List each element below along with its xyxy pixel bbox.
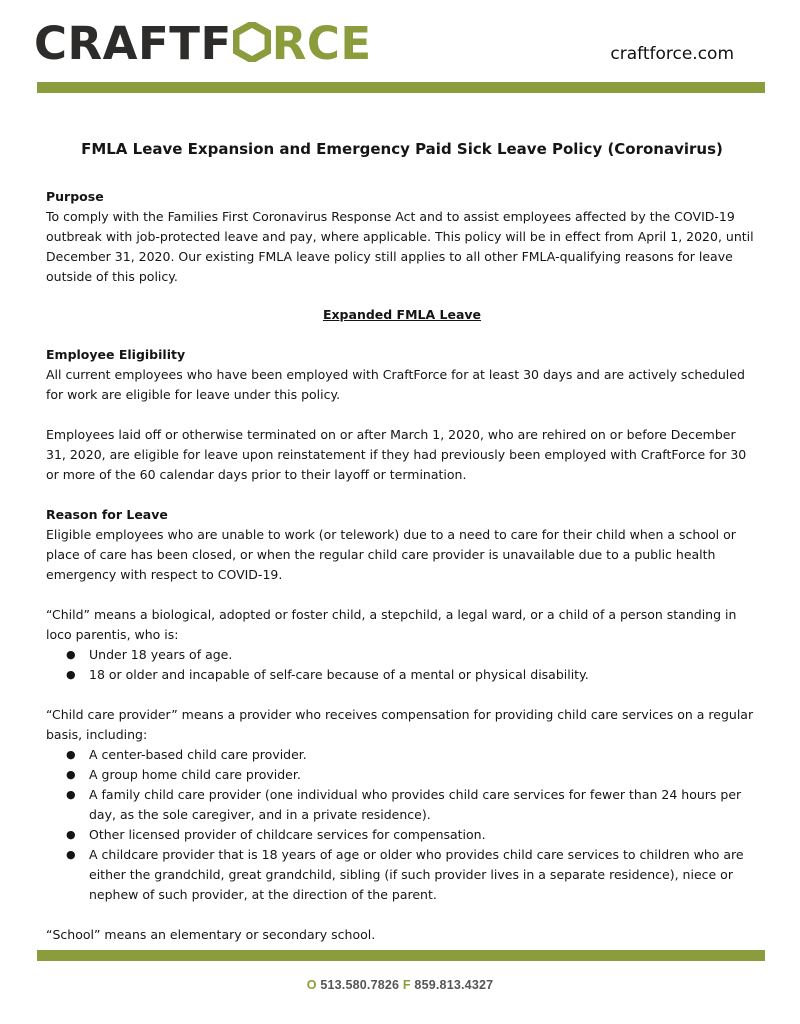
list-item: ● A family child care provider (one individual who provides child care services for fewer than 24 hours per day, as the sole caregiver, and in a private residence). (66, 785, 758, 825)
provider-list (66, 745, 758, 905)
spacer (46, 905, 758, 925)
eligibility-heading: Employee Eligibility (46, 347, 186, 362)
reason-heading: Reason for Leave (46, 507, 168, 522)
website-text: craftforce.com (610, 44, 734, 64)
fax-phone: 859.813.4327 (414, 978, 494, 992)
office-phone: 513.580.7826 (320, 978, 400, 992)
office-label: O (306, 978, 317, 992)
list-item: ● Other licensed provider of childcare services for compensation. (66, 825, 758, 845)
purpose-text: To comply with the Families First Coronavirus Response Act and to assist employees affected by the COVID-19 outbreak with job-protected leave and pay, where applicable. This policy will be in effect from April 1, 2020, until December 31, 2020. Our existing FMLA leave policy still applies to all other FMLA-qualifying reasons for leave outside of this policy. (46, 209, 754, 284)
craftforce-logo (34, 18, 372, 70)
child-definition: “Child” means a biological, adopted or foster child, a stepchild, a legal ward, or a child of a person standing in loco parentis, who is: (46, 607, 737, 642)
fax-label: F (402, 978, 411, 992)
list-item: ● A group home child care provider. (66, 765, 758, 785)
list-item: ● A center-based child care provider. (66, 745, 758, 765)
child-list (66, 645, 758, 685)
spacer (46, 405, 758, 425)
list-item: ● A childcare provider that is 18 years of age or older who provides child care services to children who are either the grandchild, great grandchild, sibling (if such provider lives in a separate residence), niece or nephew of such provider, at the direction of the parent. (66, 845, 758, 905)
eligibility-text-2: Employees laid off or otherwise terminated on or after March 1, 2020, who are rehired on or before December 31, 2020, are eligible for leave upon reinstatement if they had previously been employed with CraftForce for 30 or more of the 60 calendar days prior to their layoff or termination. (46, 427, 747, 482)
purpose-heading: Purpose (46, 189, 104, 204)
list-item: ● 18 or older and incapable of self-care because of a mental or physical disability. (66, 665, 758, 685)
expanded-fmla-heading: Expanded FMLA Leave (322, 307, 482, 322)
header-divider (37, 82, 765, 93)
logo-text-force: RCE (271, 17, 372, 70)
provider-definition: “Child care provider” means a provider who receives compensation for providing child care services on a regular basis, including: (46, 707, 754, 742)
spacer (46, 485, 758, 505)
spacer (46, 685, 758, 705)
document-body (46, 138, 758, 945)
school-definition: “School” means an elementary or secondary school. (46, 927, 376, 942)
logo-text-craft: CRAFTF (34, 17, 232, 70)
eligibility-text-1: All current employees who have been employed with CraftForce for at least 30 days and are actively scheduled for work are eligible for leave under this policy. (46, 367, 745, 402)
footer-divider (37, 950, 765, 961)
hexagon-logo-icon (233, 22, 271, 62)
page-header (0, 0, 800, 95)
document-title: FMLA Leave Expansion and Emergency Paid Sick Leave Policy (Coronavirus) (81, 140, 723, 158)
page-footer (0, 978, 800, 992)
spacer (46, 585, 758, 605)
reason-text: Eligible employees who are unable to work (or telework) due to a need to care for their child when a school or place of care has been closed, or when the regular child care provider is unavailable due to a public health emergency with respect to COVID-19. (46, 527, 736, 582)
list-item: ● Under 18 years of age. (66, 645, 758, 665)
